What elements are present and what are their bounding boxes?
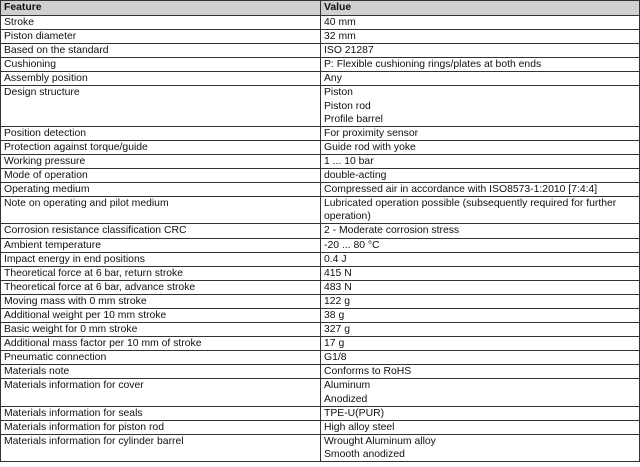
table-row bbox=[1, 16, 640, 30]
feature-cell: Ambient temperature bbox=[1, 238, 321, 252]
table-body bbox=[1, 16, 640, 462]
feature-cell: Design structure bbox=[1, 86, 321, 126]
table-row bbox=[1, 434, 640, 461]
feature-cell: Mode of operation bbox=[1, 169, 321, 183]
value-cell bbox=[321, 44, 640, 58]
value-line: Wrought Aluminum alloy bbox=[324, 435, 436, 447]
value-line: Piston rod bbox=[324, 100, 371, 112]
table-header-row bbox=[1, 1, 640, 16]
value-cell bbox=[321, 183, 640, 197]
feature-cell: Materials information for cylinder barrel bbox=[1, 434, 321, 461]
value-line: For proximity sensor bbox=[324, 127, 419, 139]
value-line: P: Flexible cushioning rings/plates at both ends bbox=[324, 59, 542, 71]
feature-cell: Impact energy in end positions bbox=[1, 252, 321, 266]
table-row bbox=[1, 323, 640, 337]
table-row bbox=[1, 183, 640, 197]
table-row bbox=[1, 140, 640, 154]
value-cell bbox=[321, 266, 640, 280]
table-row bbox=[1, 280, 640, 294]
table-row bbox=[1, 44, 640, 58]
value-line: 32 mm bbox=[324, 31, 356, 43]
value-line: Profile barrel bbox=[324, 113, 383, 125]
value-line: High alloy steel bbox=[324, 421, 395, 433]
table-row bbox=[1, 266, 640, 280]
table-row bbox=[1, 126, 640, 140]
table-row bbox=[1, 365, 640, 379]
feature-cell: Materials note bbox=[1, 365, 321, 379]
value-line: TPE-U(PUR) bbox=[324, 407, 385, 419]
feature-cell: Operating medium bbox=[1, 183, 321, 197]
value-line: 40 mm bbox=[324, 17, 356, 28]
table-row bbox=[1, 337, 640, 351]
table-row bbox=[1, 238, 640, 252]
value-line: Compressed air in accordance with ISO8573-1:2010 [7:4:4] bbox=[324, 184, 598, 196]
value-line: double-acting bbox=[324, 170, 387, 182]
value-cell bbox=[321, 58, 640, 72]
feature-cell: Stroke bbox=[1, 16, 321, 30]
value-cell bbox=[321, 140, 640, 154]
feature-cell: Materials information for piston rod bbox=[1, 420, 321, 434]
value-cell bbox=[321, 224, 640, 238]
feature-cell: Materials information for seals bbox=[1, 406, 321, 420]
table-row bbox=[1, 154, 640, 168]
value-cell bbox=[321, 365, 640, 379]
table-row bbox=[1, 252, 640, 266]
value-cell bbox=[321, 308, 640, 322]
table-row bbox=[1, 420, 640, 434]
feature-cell: Theoretical force at 6 bar, return stroke bbox=[1, 266, 321, 280]
value-line: 483 N bbox=[324, 281, 352, 293]
value-line: Aluminum bbox=[324, 380, 371, 392]
table-row bbox=[1, 294, 640, 308]
value-cell bbox=[321, 197, 640, 224]
feature-cell: Corrosion resistance classification CRC bbox=[1, 224, 321, 238]
value-cell bbox=[321, 351, 640, 365]
feature-cell: Materials information for cover bbox=[1, 379, 321, 406]
table-row bbox=[1, 308, 640, 322]
table-row bbox=[1, 379, 640, 406]
value-cell bbox=[321, 154, 640, 168]
feature-cell: Theoretical force at 6 bar, advance stroke bbox=[1, 280, 321, 294]
table-row bbox=[1, 406, 640, 420]
value-line: 415 N bbox=[324, 267, 352, 279]
column-header-value: Value bbox=[321, 1, 640, 16]
feature-cell: Working pressure bbox=[1, 154, 321, 168]
feature-cell: Moving mass with 0 mm stroke bbox=[1, 294, 321, 308]
feature-cell: Basic weight for 0 mm stroke bbox=[1, 323, 321, 337]
feature-cell: Additional weight per 10 mm stroke bbox=[1, 308, 321, 322]
value-line: ISO 21287 bbox=[324, 45, 374, 57]
value-cell bbox=[321, 72, 640, 86]
value-cell bbox=[321, 294, 640, 308]
feature-cell: Piston diameter bbox=[1, 30, 321, 44]
value-line: Lubricated operation possible (subsequently required for further operation) bbox=[324, 198, 617, 223]
value-cell bbox=[321, 238, 640, 252]
value-cell bbox=[321, 86, 640, 126]
value-line: Anodized bbox=[324, 393, 368, 405]
value-cell bbox=[321, 337, 640, 351]
value-cell bbox=[321, 434, 640, 461]
value-line: Guide rod with yoke bbox=[324, 141, 416, 153]
column-header-feature: Feature bbox=[1, 1, 321, 16]
value-line: 122 g bbox=[324, 295, 351, 307]
feature-cell: Additional mass factor per 10 mm of stroke bbox=[1, 337, 321, 351]
table-row bbox=[1, 224, 640, 238]
value-cell bbox=[321, 252, 640, 266]
table-row bbox=[1, 72, 640, 86]
table-row bbox=[1, 351, 640, 365]
feature-cell: Protection against torque/guide bbox=[1, 140, 321, 154]
table-row bbox=[1, 169, 640, 183]
value-line: Piston bbox=[324, 87, 353, 99]
value-line: 38 g bbox=[324, 309, 345, 321]
value-cell bbox=[321, 126, 640, 140]
feature-cell: Assembly position bbox=[1, 72, 321, 86]
value-line: G1/8 bbox=[324, 352, 347, 364]
value-line: 2 - Moderate corrosion stress bbox=[324, 225, 460, 237]
value-cell bbox=[321, 30, 640, 44]
value-line: Smooth anodized bbox=[324, 448, 405, 460]
value-line: Any bbox=[324, 73, 342, 85]
feature-cell: Cushioning bbox=[1, 58, 321, 72]
value-cell bbox=[321, 16, 640, 30]
value-line: 0.4 J bbox=[324, 253, 347, 265]
value-cell bbox=[321, 406, 640, 420]
value-line: 327 g bbox=[324, 324, 351, 336]
table-row bbox=[1, 86, 640, 126]
value-cell bbox=[321, 420, 640, 434]
value-line: 1 ... 10 bar bbox=[324, 155, 374, 167]
value-cell bbox=[321, 169, 640, 183]
table-row bbox=[1, 197, 640, 224]
feature-cell: Pneumatic connection bbox=[1, 351, 321, 365]
value-line: Conforms to RoHS bbox=[324, 366, 412, 378]
value-line: -20 ... 80 °C bbox=[324, 239, 380, 251]
feature-cell: Note on operating and pilot medium bbox=[1, 197, 321, 224]
feature-cell: Based on the standard bbox=[1, 44, 321, 58]
table-row bbox=[1, 58, 640, 72]
feature-cell: Position detection bbox=[1, 126, 321, 140]
value-cell bbox=[321, 379, 640, 406]
value-cell bbox=[321, 323, 640, 337]
value-cell bbox=[321, 280, 640, 294]
value-line: 17 g bbox=[324, 338, 345, 350]
table-row bbox=[1, 30, 640, 44]
